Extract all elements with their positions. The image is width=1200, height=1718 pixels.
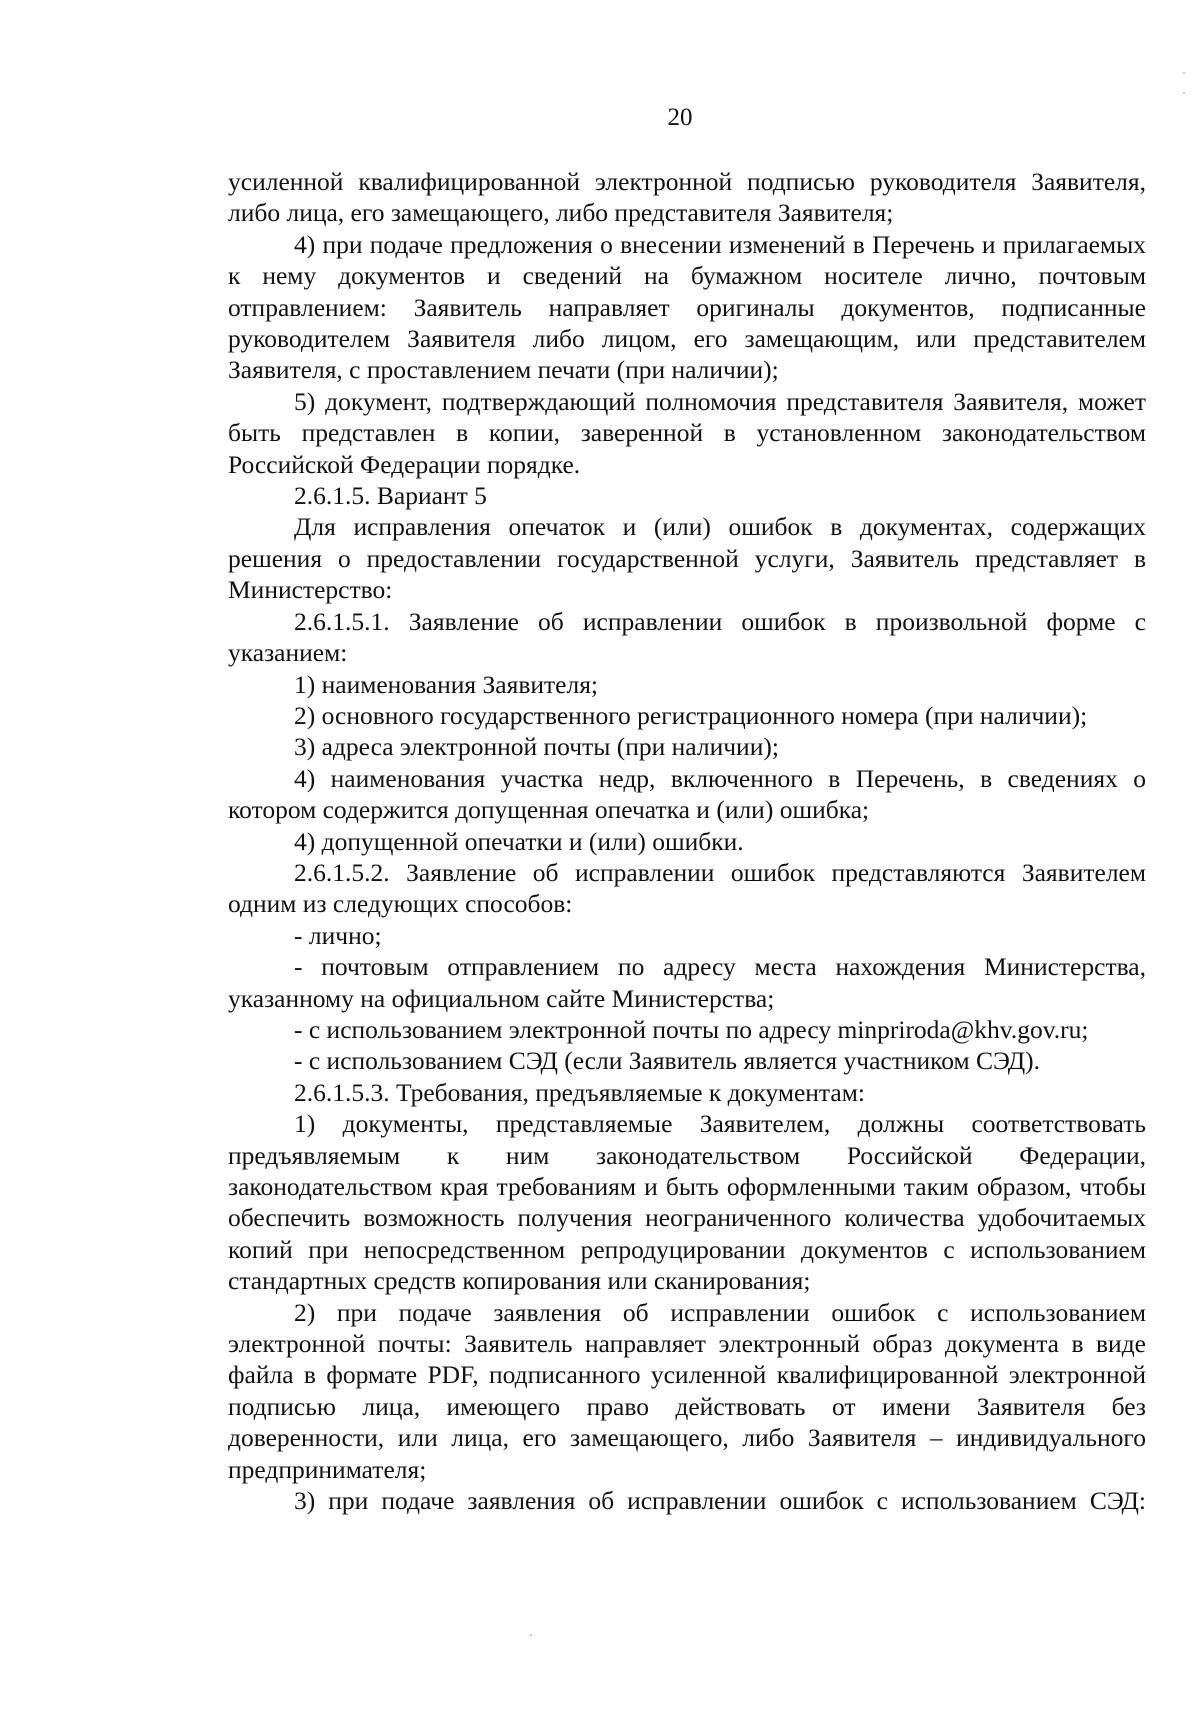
paragraph-2-6-1-5-2: 2.6.1.5.2. Заявление об исправлении ошибок представляются Заявителем одним из следующих способов: [228, 857, 1146, 919]
method-postal: - почтовым отправлением по адресу места нахождения Министерства, указанному на официальном сайте Министерства; [228, 952, 1146, 1013]
method-email: - с использованием электронной почты по адресу minpriroda@khv.gov.ru; [294, 1014, 1089, 1044]
section-heading-variant-5: 2.6.1.5. Вариант 5 [294, 481, 487, 511]
method-sed: - с использованием СЭД (если Заявитель является участником СЭД). [294, 1046, 1040, 1076]
paragraph-item-4-paper: 4) при подаче предложения о внесении изменений в Перечень и прилагаемых к нему документов и сведений на бумажном носителе лично, почтовым отправлением: Заявитель направляет оригиналы документов, подписанные руководителем Заявителя либо лицом, его замещающим, или представителем Заявителя, с проставлением печати (при наличии); [228, 229, 1146, 385]
paragraph-correction-intro: Для исправления опечаток и (или) ошибок в документах, содержащих решения о предоставлении государственной услуги, Заявитель представляет в Министерство: [228, 512, 1146, 605]
list-item-typo: 4) допущенной опечатки и (или) ошибки. [294, 826, 744, 856]
paragraph-item-5-authority: 5) документ, подтверждающий полномочия представителя Заявителя, может быть представлен в копии, заверенной в установленном законодательством Российской Федерации порядке. [228, 386, 1146, 479]
list-item-applicant-name: 1) наименования Заявителя; [294, 669, 599, 699]
scan-speck [530, 1634, 532, 1636]
paragraph-2-6-1-5-3: 2.6.1.5.3. Требования, предъявляемые к документам: [294, 1077, 865, 1107]
paragraph-signature-continuation: усиленной квалифицированной электронной подписью руководителя Заявителя, либо лица, его замещающего, либо представителя Заявителя; [228, 167, 1146, 228]
requirement-item-2: 2) при подаче заявления об исправлении ошибок с использованием электронной почты: Заявитель направляет электронный образ документа в виде файла в формате PDF, подписанного усиленной квалифицированной электронной подписью лица, имеющего право действовать от имени Заявителя без доверенности, или лица, его замещающего, либо Заявителя – индивидуального предпринимателя; [228, 1297, 1146, 1484]
document-body [228, 166, 1146, 1516]
paragraph-2-6-1-5-1: 2.6.1.5.1. Заявление об исправлении ошибок в произвольной форме с указанием: [228, 606, 1146, 668]
list-item-registration-number: 2) основного государственного регистрационного номера (при наличии); [294, 700, 1088, 730]
method-in-person: - лично; [294, 920, 382, 950]
requirement-item-3: 3) при подаче заявления об исправлении ошибок с использованием СЭД: [294, 1486, 1146, 1516]
scan-speck [1183, 72, 1185, 74]
list-item-email-address: 3) адреса электронной почты (при наличии); [294, 732, 779, 762]
requirement-item-1: 1) документы, представляемые Заявителем, должны соответствовать предъявляемым к ним законодательством Российской Федерации, законодательством края требованиям и быть оформленными таким образом, чтобы обеспечить возможность получения неограниченного количества удобочитаемых копий при непосредственном репродуцировании документов с использованием стандартных средств копирования или сканирования; [228, 1109, 1146, 1296]
scan-speck [1183, 92, 1185, 94]
page-number: 20 [667, 104, 693, 131]
list-item-subsoil-plot: 4) наименования участка недр, включенного в Перечень, в сведениях о котором содержится допущенная опечатка и (или) ошибка; [228, 763, 1146, 825]
